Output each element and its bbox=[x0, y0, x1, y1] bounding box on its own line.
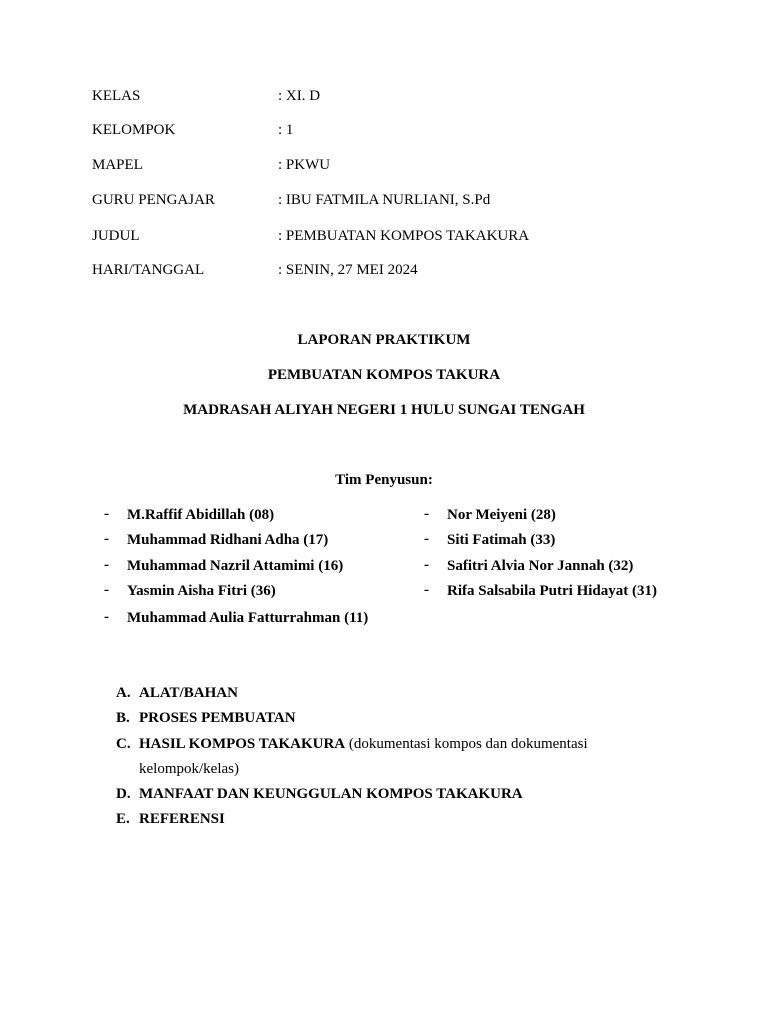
member-name: M.Raffif Abidillah (08) bbox=[127, 507, 275, 523]
info-label: HARI/TANGGAL bbox=[92, 262, 205, 278]
bullet-dash: - bbox=[104, 609, 109, 625]
section-title: HASIL KOMPOS TAKAKURA bbox=[139, 736, 346, 752]
info-value: : 1 bbox=[278, 122, 294, 138]
member-name: Safitri Alvia Nor Jannah (32) bbox=[447, 558, 634, 574]
section-note-continued: kelompok/kelas) bbox=[139, 761, 239, 777]
report-title: LAPORAN PRAKTIKUM bbox=[297, 332, 471, 348]
info-value: : PEMBUATAN KOMPOS TAKAKURA bbox=[278, 228, 530, 244]
info-label: JUDUL bbox=[92, 228, 140, 244]
bullet-dash: - bbox=[424, 582, 429, 598]
section-letter: C. bbox=[116, 736, 131, 752]
member-name: Nor Meiyeni (28) bbox=[447, 507, 556, 523]
bullet-dash: - bbox=[424, 557, 429, 573]
section-letter: A. bbox=[116, 685, 131, 701]
info-value: : XI. D bbox=[278, 88, 321, 104]
team-heading: Tim Penyusun: bbox=[335, 472, 433, 488]
section-title-with-note bbox=[139, 734, 588, 754]
section-title: REFERENSI bbox=[139, 811, 225, 827]
member-name: Muhammad Nazril Attamimi (16) bbox=[127, 558, 344, 574]
info-label: KELOMPOK bbox=[92, 122, 176, 138]
bullet-dash: - bbox=[424, 506, 429, 522]
section-letter: B. bbox=[116, 710, 130, 726]
member-name: Muhammad Aulia Fatturrahman (11) bbox=[127, 610, 369, 626]
section-letter: D. bbox=[116, 786, 131, 802]
section-title: ALAT/BAHAN bbox=[139, 685, 238, 701]
bullet-dash: - bbox=[104, 582, 109, 598]
report-subtitle: PEMBUATAN KOMPOS TAKURA bbox=[267, 367, 501, 383]
section-title: PROSES PEMBUATAN bbox=[139, 710, 296, 726]
section-note: (dokumentasi kompos dan dokumentasi bbox=[345, 736, 588, 752]
info-label: GURU PENGAJAR bbox=[92, 192, 215, 208]
info-label: MAPEL bbox=[92, 157, 143, 173]
bullet-dash: - bbox=[104, 557, 109, 573]
section-letter: E. bbox=[116, 811, 130, 827]
member-name: Siti Fatimah (33) bbox=[447, 532, 556, 548]
school-name: MADRASAH ALIYAH NEGERI 1 HULU SUNGAI TENGAH bbox=[183, 402, 585, 418]
bullet-dash: - bbox=[104, 506, 109, 522]
bullet-dash: - bbox=[104, 531, 109, 547]
info-label: KELAS bbox=[92, 88, 141, 104]
member-name: Muhammad Ridhani Adha (17) bbox=[127, 532, 329, 548]
member-name: Yasmin Aisha Fitri (36) bbox=[127, 583, 276, 599]
member-name: Rifa Salsabila Putri Hidayat (31) bbox=[447, 583, 658, 599]
bullet-dash: - bbox=[424, 531, 429, 547]
section-title: MANFAAT DAN KEUNGGULAN KOMPOS TAKAKURA bbox=[139, 786, 523, 802]
info-value: : IBU FATMILA NURLIANI, S.Pd bbox=[278, 192, 491, 208]
info-value: : PKWU bbox=[278, 157, 331, 173]
info-value: : SENIN, 27 MEI 2024 bbox=[278, 262, 418, 278]
